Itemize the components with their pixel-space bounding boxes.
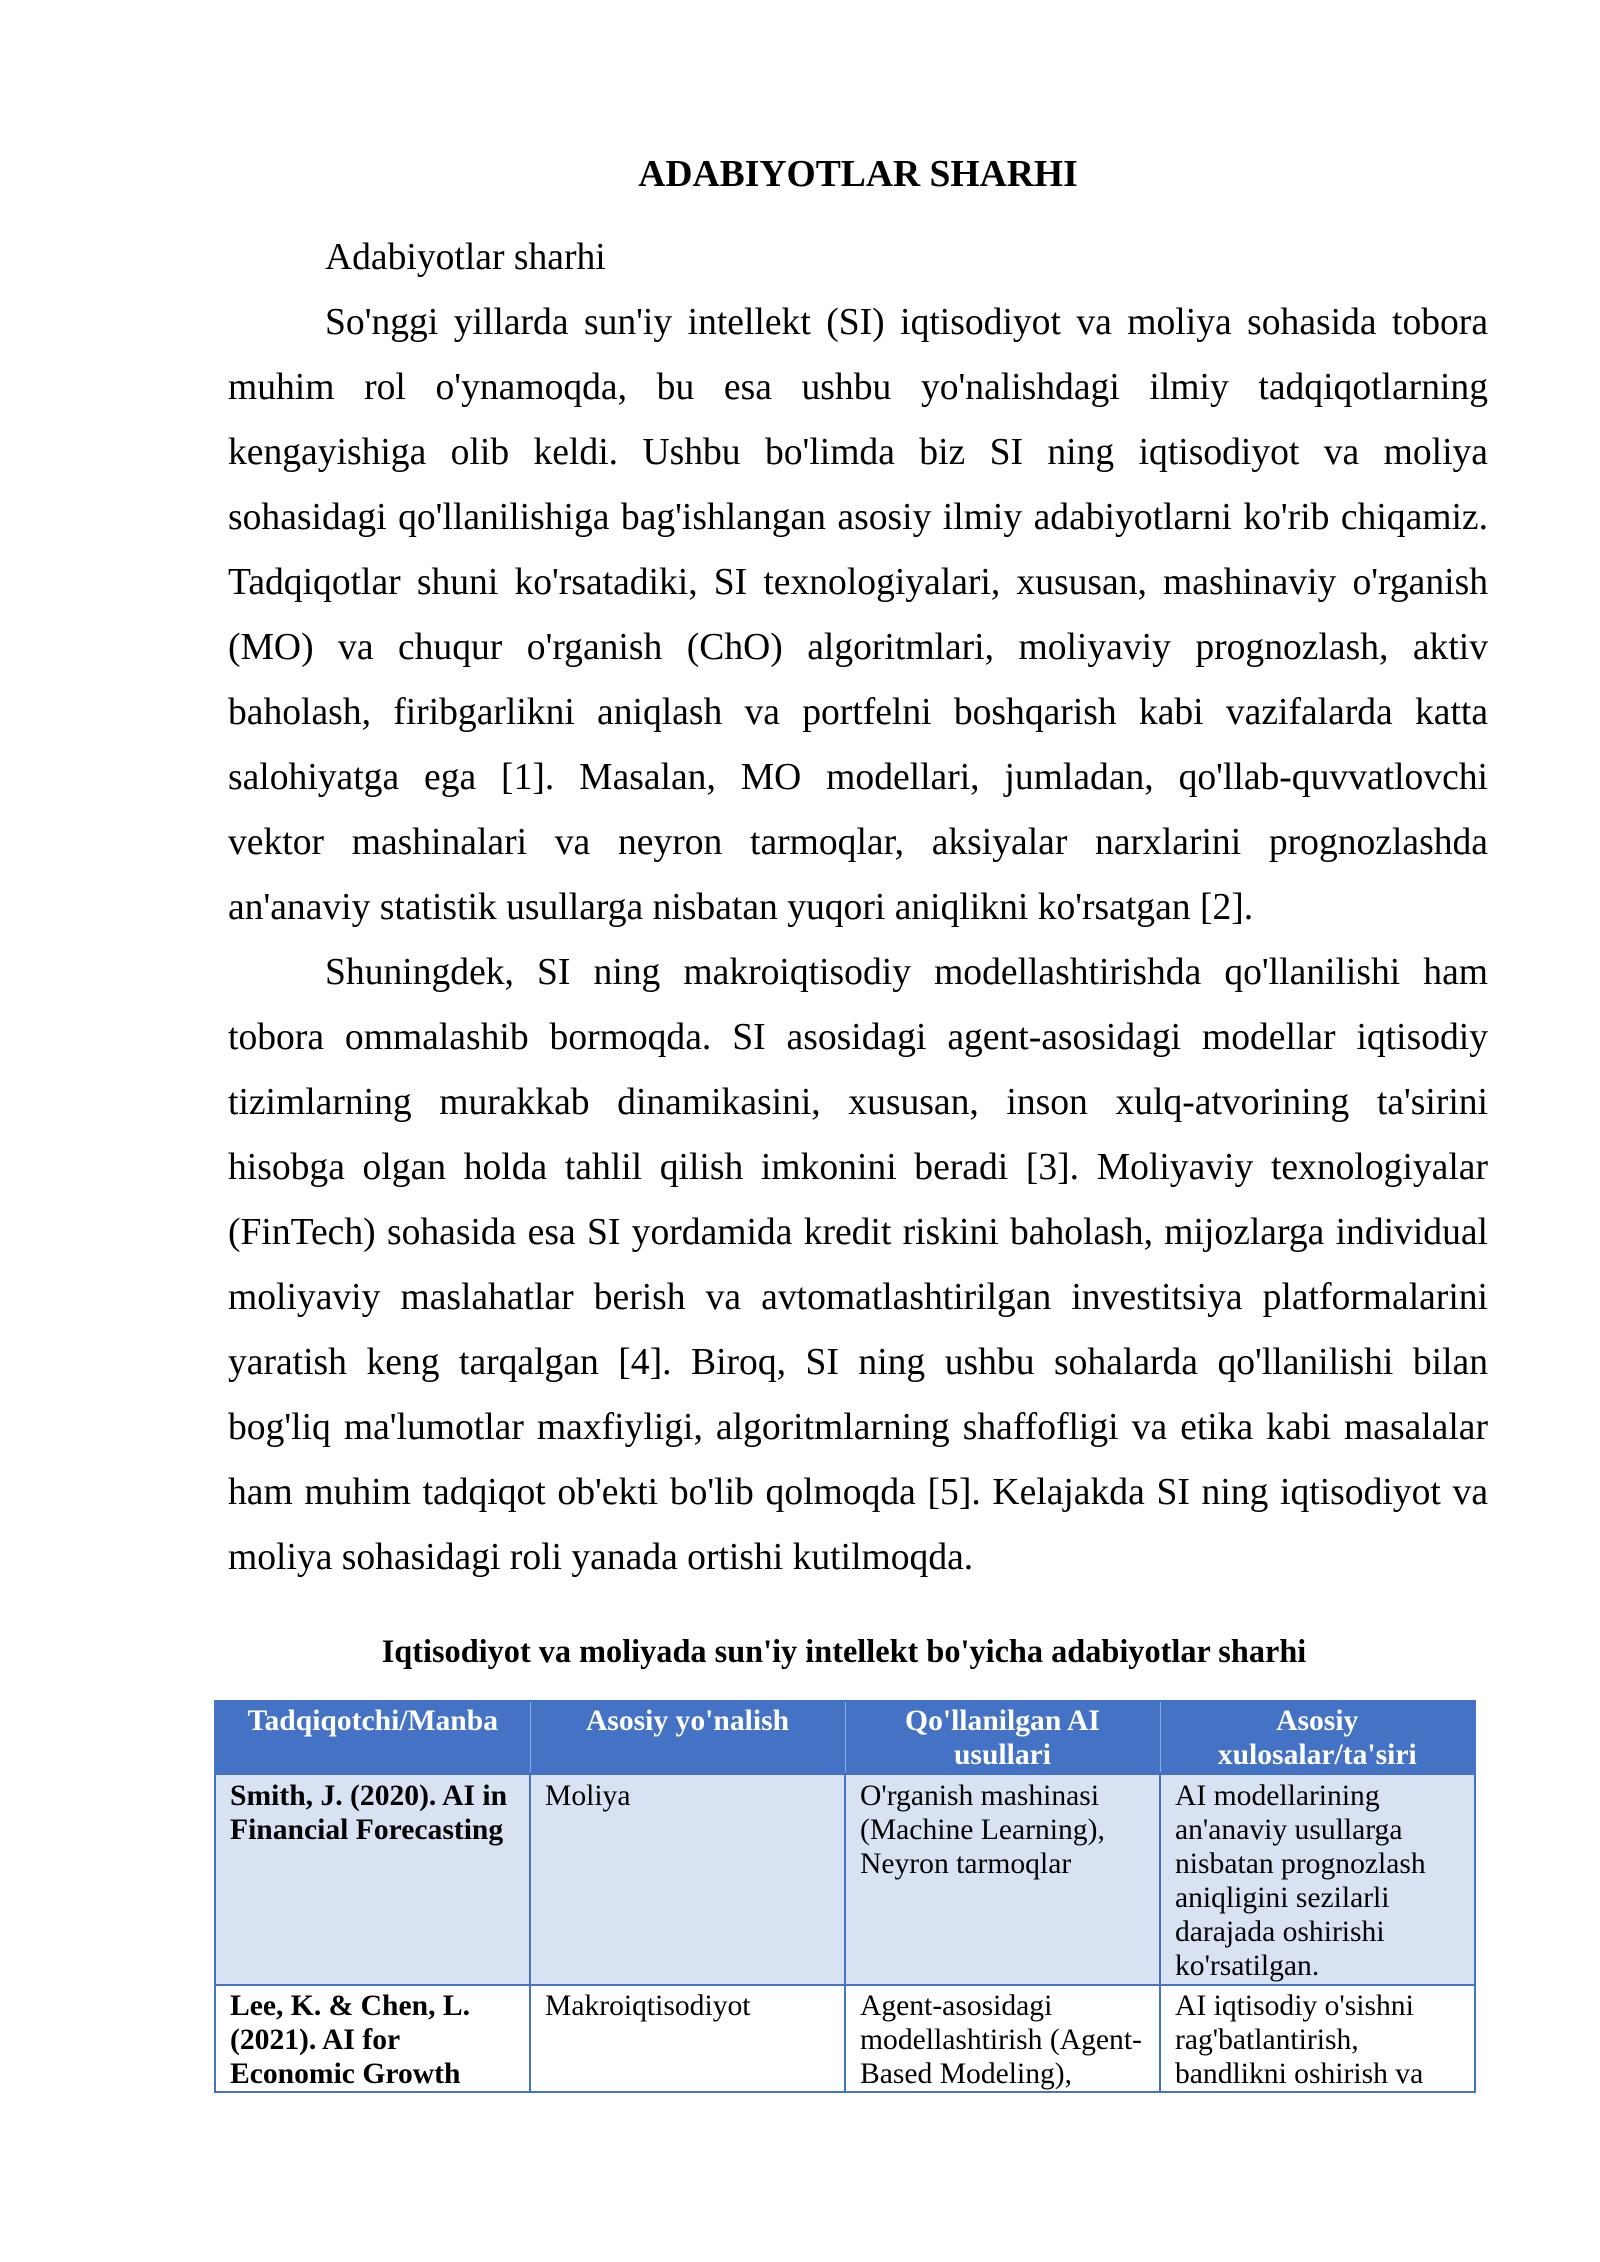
- paragraph-line: tizimlarning murakkab dinamikasini, xususan, inson xulq-atvorining ta'sirini: [228, 1082, 1488, 1123]
- paragraph-line: hisobga olgan holda tahlil qilish imkonini beradi [3]. Moliyaviy texnologiyalar: [228, 1147, 1488, 1188]
- paragraph-line: sohasidagi qo'llanilishiga bag'ishlangan asosiy ilmiy adabiyotlarni ko'rib chiqamiz.: [228, 497, 1488, 538]
- cell-methods: O'rganish mashinasi (Machine Learning), Neyron tarmoqlar: [845, 1774, 1160, 1985]
- literature-table: [214, 1700, 1476, 2093]
- paragraph-line: tobora ommalashib bormoqda. SI asosidagi agent-asosidagi modellar iqtisodiy: [228, 1017, 1488, 1058]
- paragraph-line: muhim rol o'ynamoqda, bu esa ushbu yo'nalishdagi ilmiy tadqiqotlarning: [228, 367, 1488, 408]
- table-row: [215, 1985, 1475, 2092]
- cell-methods: Agent-asosidagi modellashtirish (Agent-Based Modeling),: [845, 1985, 1160, 2092]
- paragraph-line: Tadqiqotlar shuni ko'rsatadiki, SI texnologiyalari, xususan, mashinaviy o'rganish: [228, 562, 1488, 603]
- paragraph-line: So'nggi yillarda sun'iy intellekt (SI) iqtisodiyot va moliya sohasida tobora: [325, 302, 1488, 343]
- header-researcher-source: Tadqiqotchi/Manba: [215, 1701, 530, 1774]
- section-subheading: Adabiyotlar sharhi: [325, 237, 606, 278]
- cell-source: Lee, K. & Chen, L. (2021). AI for Economic Growth: [215, 1985, 530, 2092]
- paragraph-line: bog'liq ma'lumotlar maxfiyligi, algoritmlarning shaffofligi va etika kabi masalalar: [228, 1407, 1488, 1448]
- paragraph-1: [228, 290, 1488, 940]
- paragraph-line: (FinTech) sohasida esa SI yordamida kredit riskini baholash, mijozlarga individual: [228, 1212, 1488, 1253]
- cell-source: Smith, J. (2020). AI in Financial Forecasting: [215, 1774, 530, 1985]
- page-title: ADABIYOTLAR SHARHI: [638, 154, 1078, 195]
- table-row: [215, 1774, 1475, 1985]
- paragraph-line: vektor mashinalari va neyron tarmoqlar, aksiyalar narxlarini prognozlashda: [228, 822, 1488, 863]
- paragraph-line: salohiyatga ega [1]. Masalan, MO modellari, jumladan, qo'llab-quvvatlovchi: [228, 757, 1488, 798]
- document-body: [228, 142, 1488, 1590]
- table-header-row: [215, 1701, 1475, 1774]
- paragraph-line: an'anaviy statistik usullarga nisbatan yuqori aniqlikni ko'rsatgan [2].: [228, 887, 1254, 928]
- paragraph-2: [228, 940, 1488, 1590]
- paragraph-line: yaratish keng tarqalgan [4]. Biroq, SI ning ushbu sohalarda qo'llanilishi bilan: [228, 1342, 1488, 1383]
- paragraph-line: baholash, firibgarlikni aniqlash va portfelni boshqarish kabi vazifalarda katta: [228, 692, 1488, 733]
- paragraph-line: moliyaviy maslahatlar berish va avtomatlashtirilgan investitsiya platformalarini: [228, 1277, 1488, 1318]
- paragraph-line: ham muhim tadqiqot ob'ekti bo'lib qolmoqda [5]. Kelajakda SI ning iqtisodiyot va: [228, 1472, 1488, 1513]
- cell-findings: AI iqtisodiy o'sishni rag'batlantirish, bandlikni oshirish va: [1160, 1985, 1475, 2092]
- table-caption: Iqtisodiyot va moliyada sun'iy intellekt bo'yicha adabiyotlar sharhi: [381, 1633, 1307, 1669]
- cell-direction: Moliya: [530, 1774, 845, 1985]
- paragraph-line: Shuningdek, SI ning makroiqtisodiy modellashtirishda qo'llanilishi ham: [325, 952, 1488, 993]
- header-main-direction: Asosiy yo'nalish: [530, 1701, 845, 1774]
- cell-direction: Makroiqtisodiyot: [530, 1985, 845, 2092]
- paragraph-line: (MO) va chuqur o'rganish (ChO) algoritmlari, moliyaviy prognozlash, aktiv: [228, 627, 1488, 668]
- header-key-findings: Asosiy xulosalar/ta'siri: [1160, 1701, 1475, 1774]
- cell-findings: AI modellarining an'anaviy usullarga nisbatan prognozlash aniqligini sezilarli darajada oshirishi ko'rsatilgan.: [1160, 1774, 1475, 1985]
- paragraph-line: moliya sohasidagi roli yanada ortishi kutilmoqda.: [228, 1537, 974, 1578]
- paragraph-line: kengayishiga olib keldi. Ushbu bo'limda biz SI ning iqtisodiyot va moliya: [228, 432, 1488, 473]
- header-ai-methods: Qo'llanilgan AI usullari: [845, 1701, 1160, 1774]
